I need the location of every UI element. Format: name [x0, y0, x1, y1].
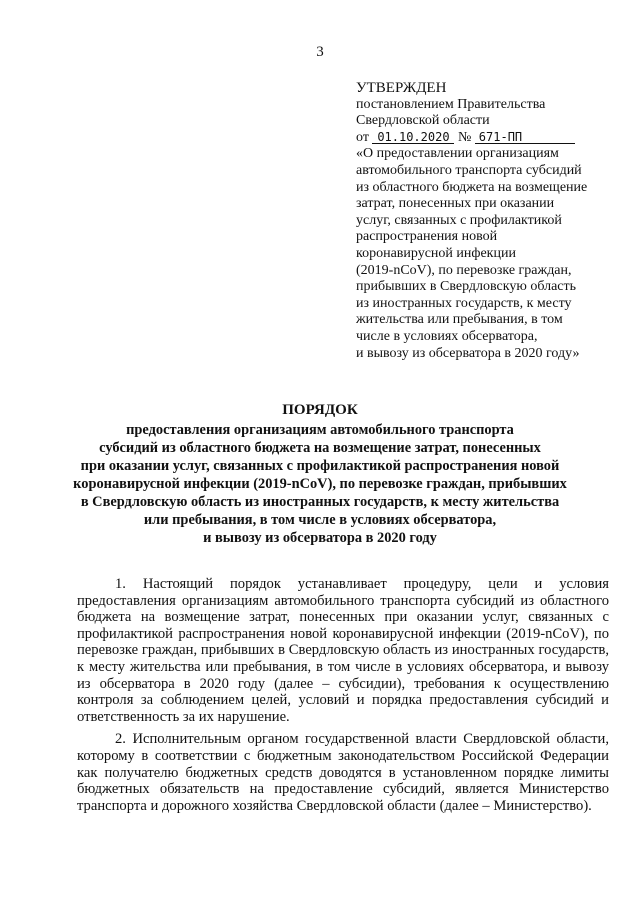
decree-title-line: коронавирусной инфекции	[356, 245, 516, 261]
decree-title-line: из иностранных государств, к месту	[356, 295, 572, 311]
decree-date: 01.10.2020	[372, 131, 454, 144]
decree-title-line: числе в условиях обсерватора,	[356, 328, 538, 344]
decree-title-line: и вывозу из обсерватора в 2020 году»	[356, 345, 580, 361]
document-subtitle	[70, 421, 570, 547]
decree-number: 671-ПП	[475, 131, 575, 144]
subtitle-line: при оказании услуг, связанных с профилактикой распространения новой	[80, 458, 560, 474]
decree-title-line: услуг, связанных с профилактикой	[356, 212, 562, 228]
subtitle-line: предоставления организациям автомобильного транспорта	[126, 422, 514, 438]
page-number: 3	[316, 44, 324, 60]
decree-title-line: прибывших в Свердловскую область	[356, 279, 577, 295]
decree-title-line: распространения новой	[356, 229, 498, 245]
approval-line: Свердловской области	[356, 113, 490, 129]
subtitle-line: коронавирусной инфекции (2019-nCoV), по перевозке граждан, прибывших	[73, 476, 567, 492]
subtitle-line: субсидий из областного бюджета на возмещение затрат, понесенных	[99, 440, 541, 456]
body-paragraph: 2. Исполнительным органом государственной власти Свердловской области, которому в соответствии с бюджетным законодательством Российской Федерации как получателю бюджетных средств доводятся в установленном порядке лимиты бюджетных обязательств на предоставление субсидий, является Министерство транспорта и дорожного хозяйства Свердловской области (далее – Министерство).	[77, 731, 609, 814]
subtitle-line: и вывозу из обсерватора в 2020 году	[203, 530, 437, 546]
subtitle-line: или пребывания, в том числе в условиях обсерватора,	[143, 512, 497, 528]
decree-title-line: (2019-nCoV), по перевозке граждан,	[356, 262, 572, 278]
from-label: от	[356, 129, 369, 145]
decree-title-line: затрат, понесенных при оказании	[356, 196, 555, 212]
document-title: ПОРЯДОК	[282, 402, 358, 418]
approval-block	[356, 80, 606, 362]
decree-title-line: «О предоставлении организациям	[356, 146, 559, 162]
decree-title-line: жительства или пребывания, в том	[356, 312, 563, 328]
approval-line: постановлением Правительства	[356, 96, 546, 112]
body-paragraph: 1. Настоящий порядок устанавливает процедуру, цели и условия предоставления организациям автомобильного транспорта субсидий из областного бюджета на возмещение затрат, понесенных при оказании услуг, связанных с профилактикой распространения новой коронавирусной инфекции (2019-nCoV), по перевозке граждан, прибывших в Свердловскую область из иностранных государств, к месту жительства или пребывания, в том числе в условиях обсерватора, и вывозу из обсерватора в 2020 году (далее – субсидии), требования к осуществлению контроля за соблюдением целей, условий и порядка предоставления субсидий и ответственность за их нарушение.	[77, 576, 609, 725]
approval-heading: УТВЕРЖДЕН	[356, 80, 447, 96]
decree-title-line: из областного бюджета на возмещение	[356, 179, 588, 195]
decree-reference	[356, 130, 606, 147]
number-label: №	[457, 129, 472, 145]
document-body	[77, 576, 609, 820]
subtitle-line: в Свердловскую область из иностранных государств, к месту жительства	[80, 494, 560, 510]
decree-title-line: автомобильного транспорта субсидий	[356, 162, 582, 178]
